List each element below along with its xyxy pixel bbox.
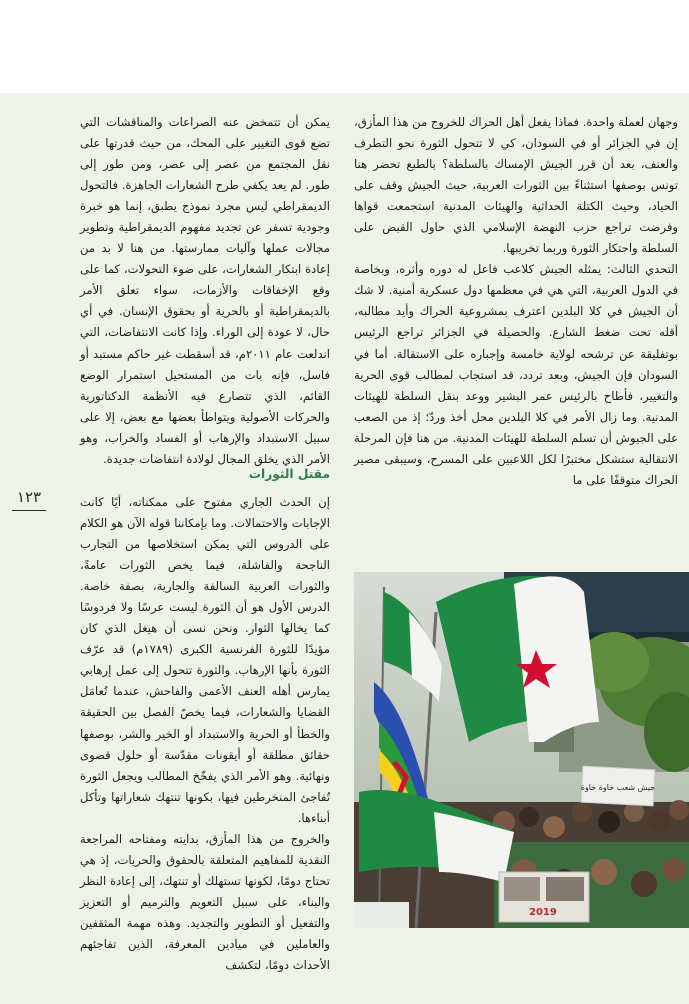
article-column-right: [354, 112, 678, 491]
paragraph: التحدي الثالث: يمثله الجيش كلاعب فاعل له دوره وأثره، وبخاصة في الدول العربية، التي هي في معظمها دول عسكرية أمنية. لا شك أن الجيش في كلا البلدين اعترف بمشروعية الحراك وأيد مطالبه، أقله تحت ضغط الشارع. والحصيلة في الجزائر تراجع الرئيس بوتفليقة عن ترشحه لولاية خامسة وإجباره على الاستقالة. أما في السودان فإن الجيش، وبعد تردد، قد استجاب لمطالب قوى الحرية والتغيير، فأطاح بالرئيس عمر البشير ووعد بنقل السلطة للهيئات المدنية. وما زال الأمر في كلا البلدين محل أخذ وردّ؛ إذ من الصعب على الجيوش أن تسلم السلطة للهيئات المدنية. من هنا فإن المرحلة الانتقالية ستشكل مختبرًا لكل اللاعبين على المسرح، وسيبقى مصير الحراك متوقفًا على ما: [354, 262, 678, 487]
page-number: ١٢٣: [16, 488, 42, 506]
paragraph: يمكن أن تتمخض عنه الصراعات والمناقشات التي تضع قوى التغيير على المحك، من حيث قدرتها على نقل المجتمع من عصر إلى عصر، ومن طور إلى طور. لم يعد يكفي طرح الشعارات الجاهزة. فالتحول الديمقراطي ليس مجرد نموذج يطبق، إنما هو خبرة وجودية تسفر عن تجديد مفهوم الديمقراطية وتطوير مجالات عملها وآليات ممارستها. من هنا لا بد من إعادة ابتكار الشعارات، على ضوء التحولات، كما على وقع الإخفاقات والأزمات، سواء تعلق الأمر بالديمقراطية أو بالحرية أو بحقوق الإنسان. في أي حال، لا عودة إلى الوراء. وإذا كانت الانتفاضات، التي اندلعت عام ٢٠١١م، قد أسقطت غير حاكم مستبد أو فاسل، فإنه بات من المستحيل استمرار الوضع القائم، الذي تتصارع فيه الأنظمة الدكتاتورية والحركات الأصولية ويتواطأ بعضها مع بعض، إلا على سبيل الاستبداد والإرهاب أو الفساد والخراب، وهو الأمر الذي يخلق المجال لولادة انتفاضات جديدة.: [80, 115, 330, 466]
paragraph: والخروج من هذا المأزق، بدايته ومفتاحه المراجعة النقدية للمفاهيم المتعلقة بالحقوق والحريات، إذ هي تحتاج دومًا، لكونها تستهلك أو تنتهك، إلى إعادة النظر والبناء، على سبيل التعويم والترميم أو التعزيز والتفعيل أو التطوير والتجديد. وهذه مهمة المثقفين والعاملين في ميادين المعرفة، الذين تفاجئهم الأحداث دومًا، لتكشف: [80, 831, 330, 973]
section-heading: مقتل الثورات: [248, 467, 330, 481]
article-column-left-top: [80, 112, 330, 470]
paragraph: إن الحدث الجاري مفتوح على ممكناته، أيًا كانت الإجابات والاحتمالات. وما بإمكاننا قوله الآن هو الكلام على الدروس التي يمكن استخلاصها من التجارب الناجحة والفاشلة، فيما يخص الثورات عامةً، والثورات العربية السالفة والجارية، بصفة خاصة. الدرس الأول هو أن الثورة ليست عرسًا ولا فردوسًا كما يخالها الثوار. ونحن نسى أن هيغل الذي كان مؤيدًا للثورة الفرنسية الكبرى (١٧٨٩م) قد عرّف الثورة بأنها الإرهاب. والثورة تتحول إلى عمل إرهابي يمارس أهله العنف الأعمى والفاحش، عندما تُعامَل القضايا والشعارات، فيما يخصّ الفصل بين الحقيقة والخطأ أو الحرية والاستبداد أو الخير والشر، بوصفها حقائق مطلقة أو أيقونات مقدّسة أو حلول قصوى ونهائية. وهو الأمر الذي يفخّخ المطالب ويجعل الثورة تُفاجئ المنخرطين فيها، بكونها تنتهك شعاراتها وتأكل أبناءها.: [80, 495, 330, 825]
sign-text: جيش شعب خاوة خاوة: [580, 783, 656, 792]
paragraph: وجهان لعملة واحدة. فماذا يفعل أهل الحراك للخروج من هذا المأزق، إن في الجزائر أو في السودان، كي لا تتحول الثورة نحو التطرف والعنف، بعد أن قرر الجيش الإمساك بالسلطة؟ بالطبع تحضر هنا تونس بوصفها استثناءً بين الثورات العربية، حيث الجيش وقف على الحياد، وحيث الكتلة الحداثية والهيئات المدنية استجمعت قواها وفرضت تراجع حزب النهضة الإسلامي الذي حاول القبض على السلطة واحتكار الثورة وربما تخريبها.: [354, 115, 678, 256]
protest-sign: [581, 766, 656, 806]
sign-left: [354, 902, 409, 928]
article-column-left-bottom: [80, 492, 330, 976]
protest-photo: [354, 572, 689, 928]
page-number-rule: [12, 510, 46, 511]
sign-year: 2019: [529, 907, 557, 918]
photo-sign: [499, 872, 589, 922]
